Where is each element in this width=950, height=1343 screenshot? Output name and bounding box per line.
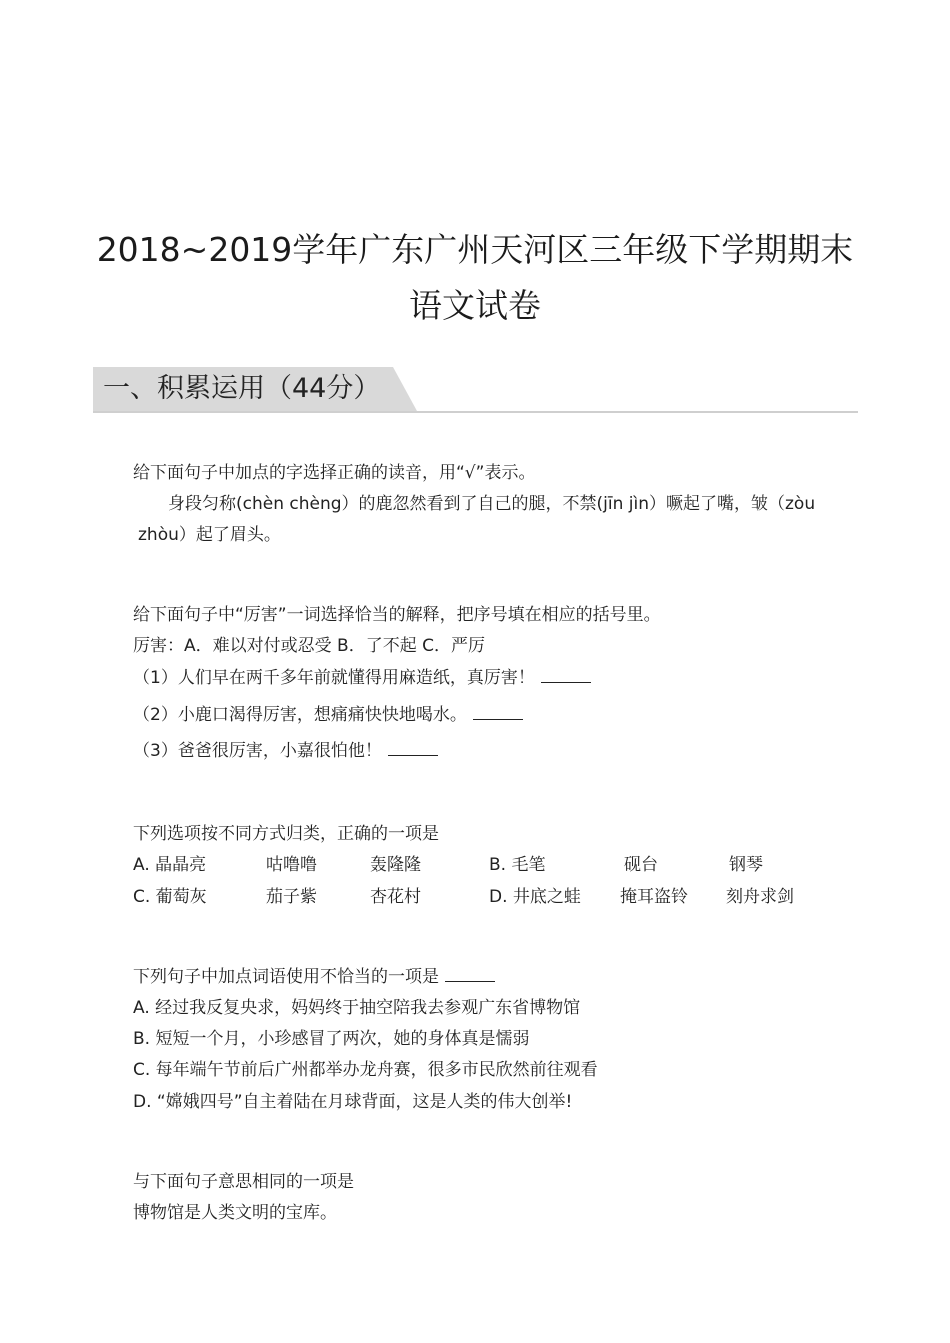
q1-sentence-line1: 身段匀称(chèn chèng）的鹿忽然看到了自己的腿，不禁(jīn jìn）噘起了嘴，皱（zòu [168, 494, 816, 514]
answer-blank[interactable] [541, 666, 591, 683]
q2-sentence-3 [133, 739, 438, 763]
answer-blank[interactable] [445, 965, 495, 982]
q3-option-c-1: C. 葡萄灰 [133, 887, 207, 907]
q3-option-b-2: 砚台 [624, 855, 658, 875]
q5-prompt: 与下面句子意思相同的一项是 [133, 1172, 354, 1192]
page-title [80, 222, 870, 334]
q4-prompt: 下列句子中加点词语使用不恰当的一项是 [133, 967, 439, 987]
q2-definitions: 厉害：A．难以对付或忍受 B．了不起 C．严厉 [133, 636, 485, 656]
q3-option-d-2: 掩耳盗铃 [620, 887, 688, 907]
q2-sentence-2 [133, 703, 523, 727]
q2-prompt: 给下面句子中“厉害”一词选择恰当的解释，把序号填在相应的括号里。 [133, 605, 661, 625]
q4-option-b: B. 短短一个月，小珍感冒了两次，她的身体真是懦弱 [133, 1029, 530, 1049]
section-title: 一、积累运用（44分） [103, 373, 381, 404]
q2-sentence-1-text: （1）人们早在两千多年前就懂得用麻造纸，真厉害！ [133, 668, 535, 688]
q1-prompt: 给下面句子中加点的字选择正确的读音，用“√”表示。 [133, 463, 536, 483]
q3-option-c-3: 杏花村 [370, 887, 421, 907]
q5-sentence: 博物馆是人类文明的宝库。 [133, 1203, 337, 1223]
q2-sentence-2-text: （2）小鹿口渴得厉害，想痛痛快快地喝水。 [133, 705, 467, 725]
q3-option-a-3: 轰隆隆 [370, 855, 421, 875]
q3-option-a-2: 咕噜噜 [266, 855, 317, 875]
q3-option-d-1: D. 井底之蛙 [489, 887, 581, 907]
q4-prompt-line [133, 965, 495, 989]
q3-prompt: 下列选项按不同方式归类，正确的一项是 [133, 824, 439, 844]
answer-blank[interactable] [473, 703, 523, 720]
q2-sentence-1 [133, 666, 591, 690]
q1-sentence-line2: zhòu）起了眉头。 [138, 525, 281, 545]
answer-blank[interactable] [388, 739, 438, 756]
q4-option-d: D. “嫦娥四号”自主着陆在月球背面，这是人类的伟大创举! [133, 1092, 573, 1112]
q3-option-b-1: B. 毛笔 [489, 855, 546, 875]
title-line-1: 2018~2019学年广东广州天河区三年级下学期期末 [96, 230, 854, 269]
q4-option-a: A. 经过我反复央求，妈妈终于抽空陪我去参观广东省博物馆 [133, 998, 581, 1018]
q2-sentence-3-text: （3）爸爸很厉害，小嘉很怕他！ [133, 741, 382, 761]
q4-option-c: C. 每年端午节前后广州都举办龙舟赛，很多市民欣然前往观看 [133, 1060, 598, 1080]
q3-option-b-3: 钢琴 [729, 855, 763, 875]
q3-option-a-1: A. 晶晶亮 [133, 855, 207, 875]
q3-option-d-3: 刻舟求剑 [726, 887, 794, 907]
title-line-2: 语文试卷 [409, 286, 541, 325]
q3-option-c-2: 茄子紫 [266, 887, 317, 907]
section-header [93, 367, 858, 413]
